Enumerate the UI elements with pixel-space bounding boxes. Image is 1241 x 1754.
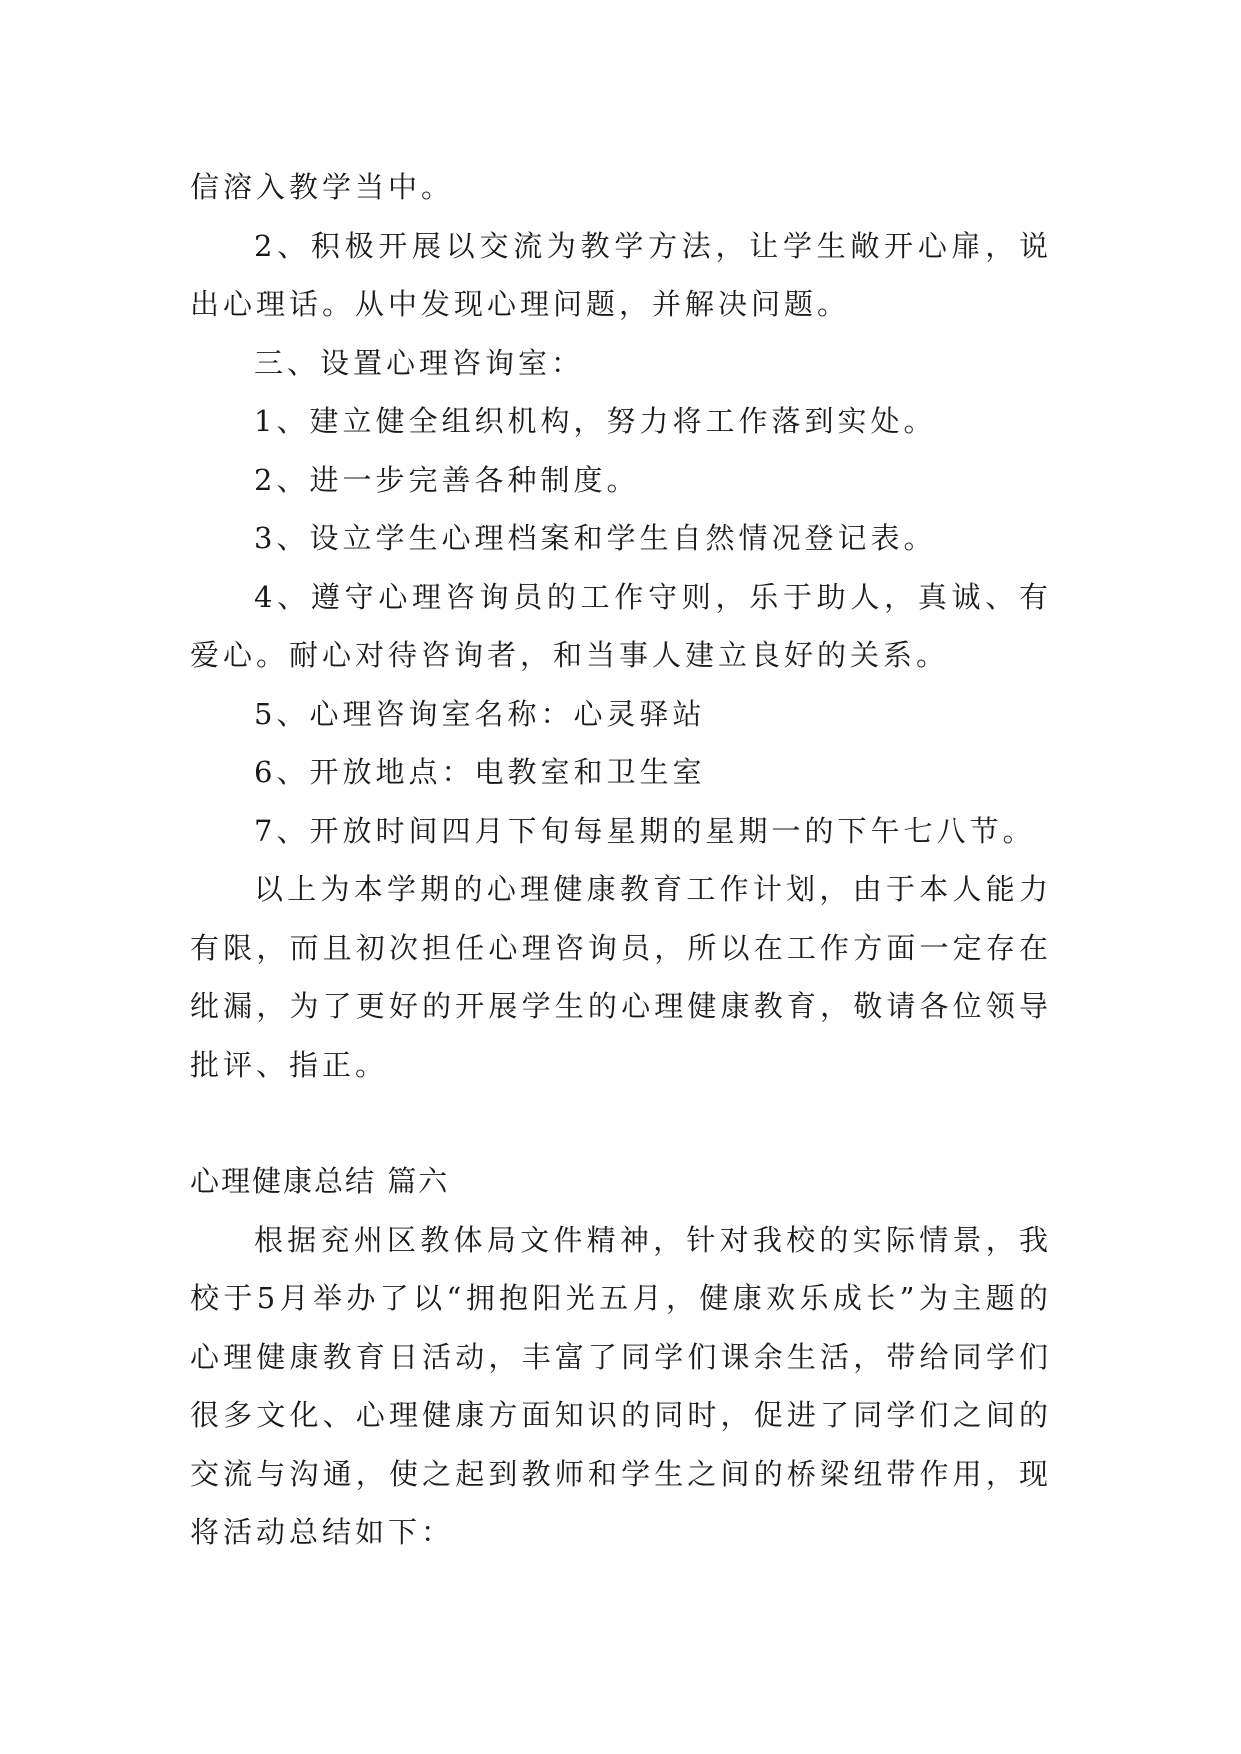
- section-title: 心理健康总结 篇六: [190, 1164, 450, 1198]
- paragraph-10: 7、开放时间四月下旬每星期的星期一的下午七八节。: [254, 813, 1036, 848]
- paragraph-7: 4、遵守心理咨询员的工作守则，乐于助人，真诚、有爱心。耐心对待咨询者，和当事人建立良好的关系。: [190, 579, 1052, 672]
- paragraph-9: 6、开放地点：电教室和卫生室: [254, 755, 706, 789]
- paragraph-2: 2、积极开展以交流为教学方法，让学生敞开心扉，说出心理话。从中发现心理问题，并解决问题。: [190, 228, 1052, 321]
- paragraph-6: 3、设立学生心理档案和学生自然情况登记表。: [254, 521, 937, 555]
- paragraph-11: 以上为本学期的心理健康教育工作计划，由于本人能力有限，而且初次担任心理咨询员，所以在工作方面一定存在纰漏，为了更好的开展学生的心理健康教育，敬请各位领导批评、指正。: [190, 872, 1052, 1082]
- section-spacer: [190, 1094, 1052, 1152]
- paragraph-1: 信溶入教学当中。: [190, 170, 455, 204]
- paragraph-3: 三、设置心理咨询室：: [254, 345, 585, 380]
- paragraph-5: 2、进一步完善各种制度。: [254, 462, 640, 497]
- section-paragraph-1: 根据兖州区教体局文件精神，针对我校的实际情景，我校于5月举办了以“拥抱阳光五月，健康欢乐成长”为主题的心理健康教育日活动，丰富了同学们课余生活，带给同学们很多文化、心理健康方面知识的同时，促进了同学们之间的交流与沟通，使之起到教师和学生之间的桥梁纽带作用，现将活动总结如下：: [190, 1222, 1052, 1549]
- document-body: [190, 158, 1052, 1562]
- paragraph-4: 1、建立健全组织机构，努力将工作落到实处。: [254, 404, 937, 438]
- paragraph-8: 5、心理咨询室名称：心灵驿站: [254, 696, 706, 731]
